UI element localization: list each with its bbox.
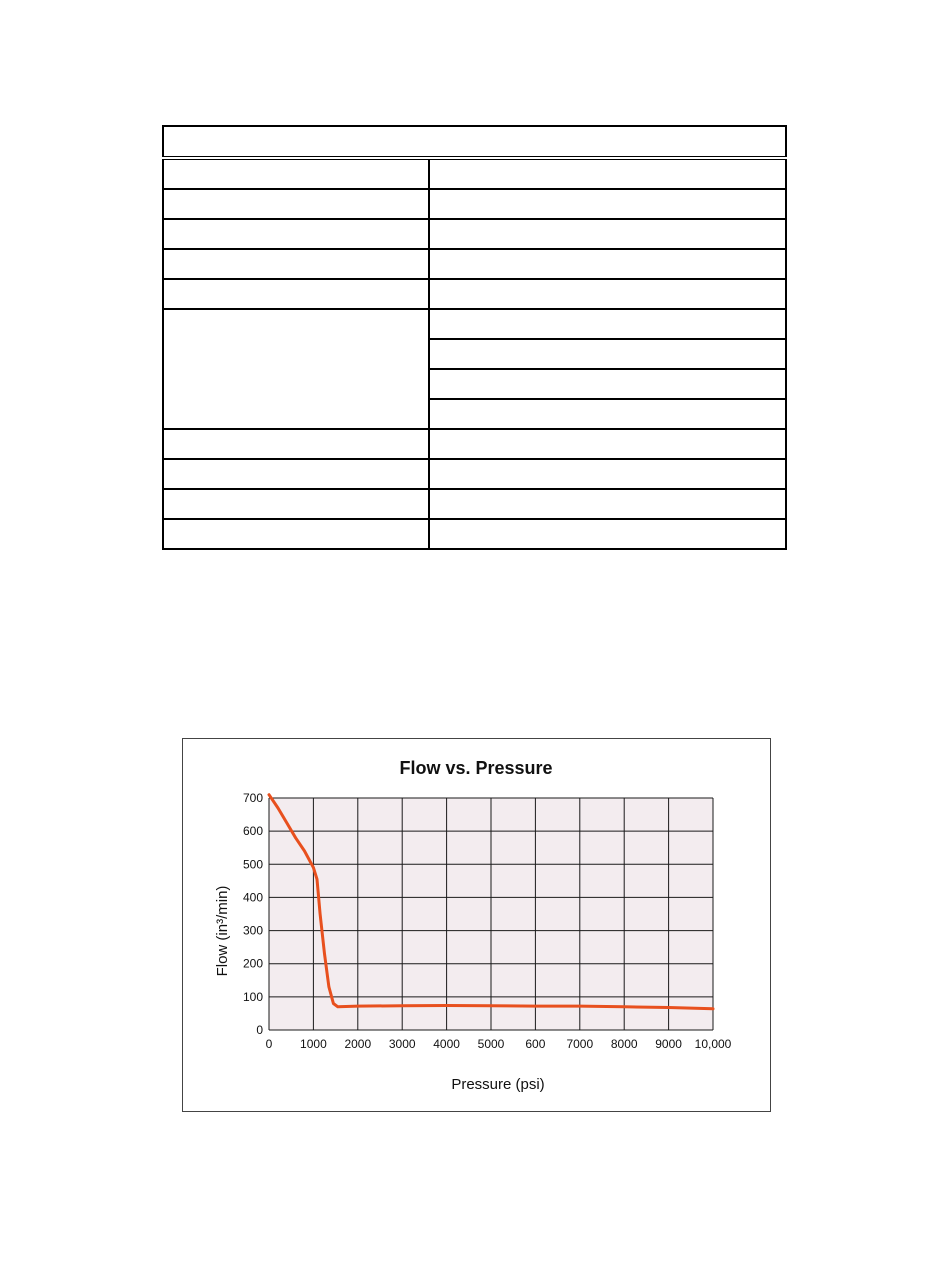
chart-title: Flow vs. Pressure <box>399 758 553 778</box>
row-value <box>429 339 786 369</box>
x-tick-label: 8000 <box>610 1037 638 1051</box>
x-tick-label: 600 <box>525 1037 546 1051</box>
row-value <box>429 279 786 309</box>
x-tick-label: 5000 <box>477 1037 505 1051</box>
x-tick-label: 10,000 <box>694 1037 732 1051</box>
table-row <box>163 309 786 339</box>
row-label <box>163 219 429 249</box>
x-tick-label: 4000 <box>433 1037 460 1051</box>
row-value <box>429 489 786 519</box>
row-value <box>429 399 786 429</box>
y-tick-label: 100 <box>242 989 263 1004</box>
y-tick-label: 700 <box>242 791 263 805</box>
table-row <box>163 158 786 189</box>
table-row <box>163 189 786 219</box>
table-row <box>163 279 786 309</box>
x-tick-label: 0 <box>265 1037 273 1051</box>
row-value <box>429 189 786 219</box>
y-axis-label: Flow (in³/min) <box>214 885 231 977</box>
row-label <box>163 459 429 489</box>
row-label <box>163 279 429 309</box>
row-label <box>163 489 429 519</box>
x-tick-label: 3000 <box>388 1037 416 1051</box>
table-title <box>163 126 786 158</box>
row-value <box>429 309 786 339</box>
row-value <box>429 158 786 189</box>
flow-vs-pressure-chart <box>183 739 772 1113</box>
x-tick-label: 9000 <box>655 1037 682 1051</box>
row-label <box>163 158 429 189</box>
spec-table <box>162 125 787 550</box>
row-label <box>163 519 429 549</box>
row-label <box>163 189 429 219</box>
table-row <box>163 249 786 279</box>
row-label <box>163 429 429 459</box>
row-label <box>163 249 429 279</box>
table-row <box>163 519 786 549</box>
row-label <box>163 309 429 429</box>
y-tick-label: 400 <box>242 890 263 905</box>
chart-frame <box>182 738 771 1112</box>
x-tick-label: 2000 <box>344 1037 372 1051</box>
x-tick-label: 7000 <box>566 1037 594 1051</box>
row-value <box>429 429 786 459</box>
x-axis-label: Pressure (psi) <box>451 1076 545 1093</box>
row-value <box>429 459 786 489</box>
x-tick-label: 1000 <box>300 1037 327 1051</box>
y-tick-label: 600 <box>242 824 263 839</box>
table-row <box>163 489 786 519</box>
row-value <box>429 249 786 279</box>
y-tick-label: 500 <box>242 857 263 872</box>
y-tick-label: 300 <box>242 923 263 938</box>
table-row <box>163 459 786 489</box>
row-value <box>429 519 786 549</box>
y-tick-label: 200 <box>242 956 263 971</box>
table-row <box>163 429 786 459</box>
row-value <box>429 219 786 249</box>
table-row <box>163 219 786 249</box>
row-value <box>429 369 786 399</box>
table-title-row <box>163 126 786 158</box>
y-tick-label: 0 <box>256 1023 263 1037</box>
